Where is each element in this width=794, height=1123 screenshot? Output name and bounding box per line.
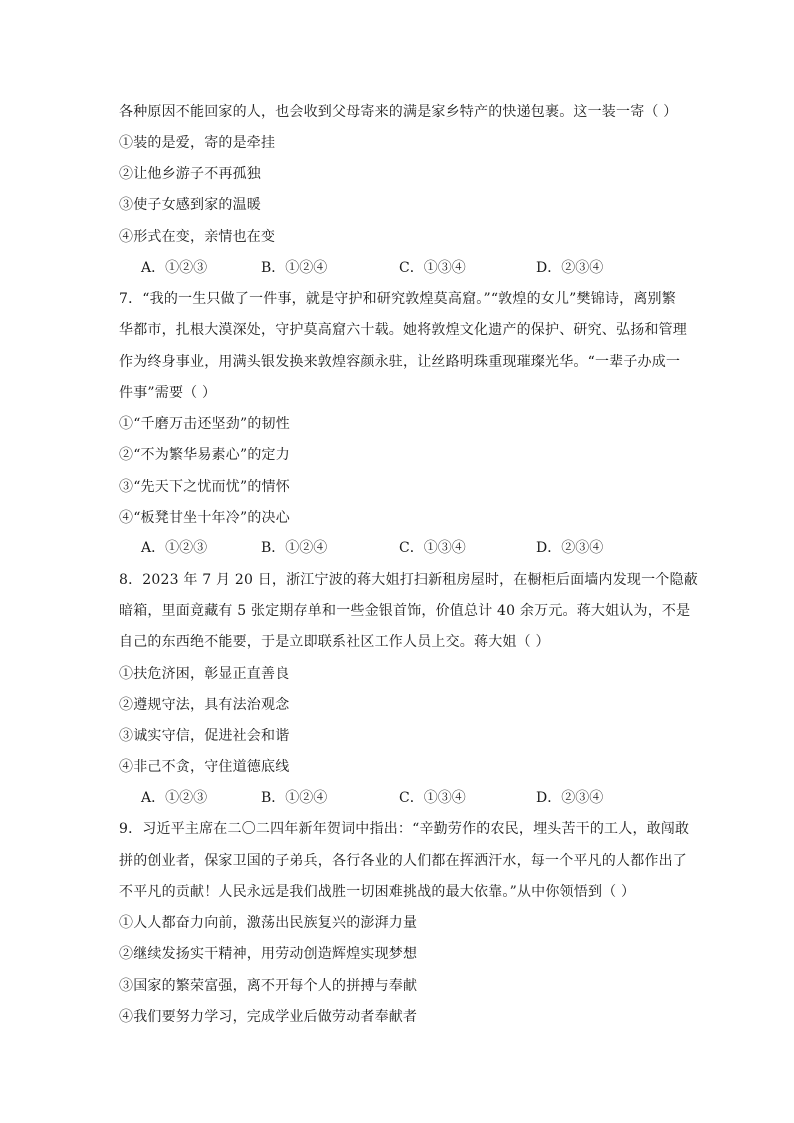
question-8-stem-line-3: 自己的东西绝不能要，于是立即联系社区工作人员上交。蒋大姐（ ）: [119, 634, 550, 650]
question-7-option-2: ②“不为繁华易素心”的定力: [119, 447, 290, 463]
question-8-option-2: ②遵规守法，具有法治观念: [119, 697, 290, 713]
question-7-choices: [141, 538, 661, 558]
question-6-choices: [141, 258, 661, 278]
question-9-stem-line-3: 不平凡的贡献！人民永远是我们战胜一切困难挑战的最大依靠。”从中你领悟到（ ）: [119, 884, 636, 900]
question-7-option-4: ④“板凳甘坐十年冷”的决心: [119, 510, 290, 526]
question-6-option-4: ④形式在变，亲情也在变: [119, 229, 276, 245]
question-8-choice-b[interactable]: B．①②④: [261, 790, 328, 806]
question-8-choices: [141, 788, 661, 808]
question-9-option-3: ③国家的繁荣富强，离不开每个人的拼搏与奉献: [119, 978, 418, 994]
question-7-choice-c[interactable]: C．①③④: [399, 540, 466, 556]
question-8-choice-a[interactable]: A．①②③: [141, 790, 208, 806]
question-7-choice-a[interactable]: A．①②③: [141, 540, 208, 556]
question-6-choice-c[interactable]: C．①③④: [399, 260, 466, 276]
question-7-stem-line-4: 件事”需要（ ）: [119, 385, 217, 401]
question-9-option-4: ④我们要努力学习，完成学业后做劳动者奉献者: [119, 1009, 418, 1025]
question-9-option-2: ②继续发扬实干精神，用劳动创造辉煌实现梦想: [119, 946, 418, 962]
question-7-choice-b[interactable]: B．①②④: [261, 540, 328, 556]
question-6-option-1: ①装的是爱，寄的是牵挂: [119, 135, 276, 151]
question-6-choice-b[interactable]: B．①②④: [261, 260, 328, 276]
question-7-option-3: ③“先天下之忧而忧”的情怀: [119, 479, 290, 495]
question-9-stem-line-2: 拼的创业者，保家卫国的子弟兵，各行各业的人们都在挥洒汗水，每一个平凡的人都作出了: [119, 853, 687, 869]
question-8-choice-d[interactable]: D．②③④: [536, 790, 604, 806]
question-9-stem-line-1: 9．习近平主席在二〇二四年新年贺词中指出：“辛勤劳作的农民，埋头苦干的工人，敢闯敢: [119, 821, 690, 837]
question-8-stem-line-2: 暗箱，里面竟藏有 5 张定期存单和一些金银首饰，价值总计 40 余万元。蒋大姐认为，不是: [119, 603, 691, 619]
question-8-option-4: ④非己不贪，守住道德底线: [119, 759, 290, 775]
question-7-stem-line-2: 华都市，扎根大漠深处，守护莫高窟六十载。她将敦煌文化遗产的保护、研究、弘扬和管理: [119, 322, 687, 338]
question-6-stem-line: 各种原因不能回家的人，也会收到父母寄来的满是家乡特产的快递包裹。这一装一寄（ ）: [119, 104, 678, 120]
question-7-stem-line-1: 7．“我的一生只做了一件事，就是守护和研究敦煌莫高窟。”“敦煌的女儿”樊锦诗，离别繁: [119, 291, 676, 307]
question-6-choice-d[interactable]: D．②③④: [536, 260, 604, 276]
question-6-option-3: ③使子女感到家的温暖: [119, 197, 261, 213]
question-6-option-2: ②让他乡游子不再孤独: [119, 166, 261, 182]
question-8-option-3: ③诚实守信，促进社会和谐: [119, 728, 290, 744]
question-7-stem-line-3: 作为终身事业，用满头银发换来敦煌容颜永驻，让丝路明珠重现璀璨光华。“一辈子办成一: [119, 354, 681, 370]
question-8-option-1: ①扶危济困，彰显正直善良: [119, 666, 290, 682]
question-8-choice-c[interactable]: C．①③④: [399, 790, 466, 806]
question-7-option-1: ①“千磨万击还坚劲”的韧性: [119, 416, 290, 432]
question-6-choice-a[interactable]: A．①②③: [141, 260, 208, 276]
question-7-choice-d[interactable]: D．②③④: [536, 540, 604, 556]
question-8-stem-line-1: 8．2023 年 7 月 20 日，浙江宁波的蒋大姐打扫新租房屋时，在橱柜后面墙内发现一个隐蔽: [119, 572, 698, 588]
question-9-option-1: ①人人都奋力向前，激荡出民族复兴的澎湃力量: [119, 915, 418, 931]
